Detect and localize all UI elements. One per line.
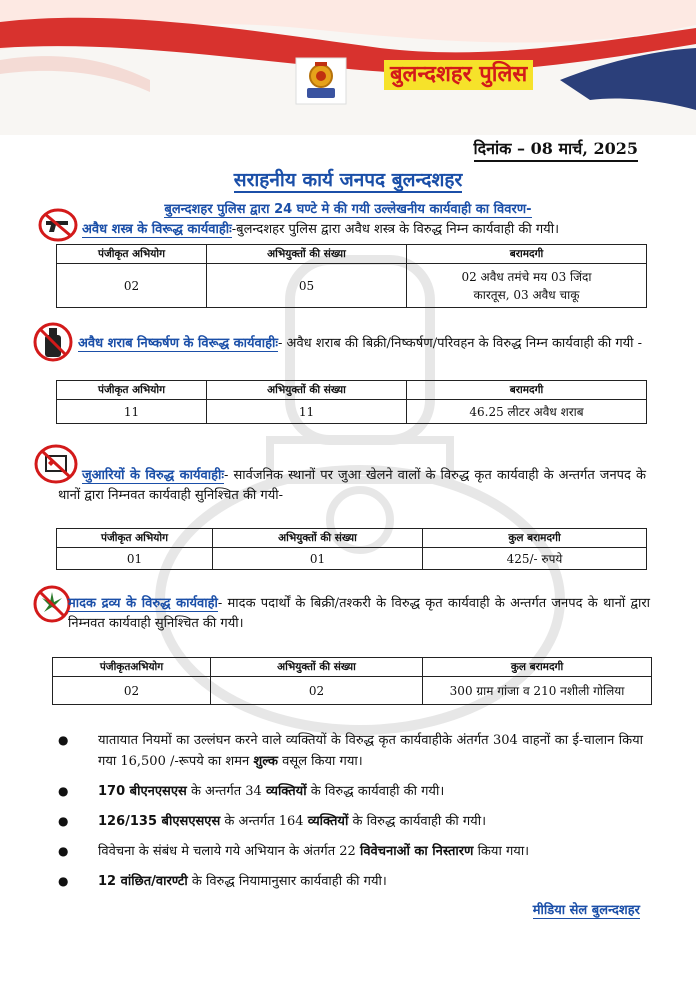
table-cell: 300 ग्राम गांजा व 210 नशीली गोलिया [423, 677, 652, 705]
section-liquor-heading: अवैध शराब निष्कर्षण के विरूद्ध कार्यवाहीः [78, 336, 278, 351]
page-subtitle: बुलन्दशहर पुलिस द्वारा 24 घण्टे मे की गयी उल्लेखनीय कार्यवाही का विवरण- [164, 202, 532, 217]
list-item: ● 12 वांछित/वारण्टी के विरुद्ध नियामानुसार कार्यवाही की गयी। [58, 871, 643, 892]
arms-table [56, 244, 647, 308]
section-arms-desc: -बुलन्दशहर पुलिस द्वारा अवैध शस्त्र के विरुद्ध निम्न कार्यवाही की गयी। [231, 222, 559, 237]
brand-title: बुलन्दशहर पुलिस [384, 60, 533, 90]
gambling-table [56, 528, 647, 570]
table-header: अभियुक्तों की संख्या [211, 658, 423, 677]
table-cell: 01 [213, 548, 423, 570]
section-liquor-text [78, 334, 650, 354]
table-header: कुल बरामदगी [423, 658, 652, 677]
list-item: ● यातायात नियमों का उल्लंघन करने वाले व्यक्तियों के विरुद्ध कृत कार्यवाहीके अंतर्गत 304 वाहनों का ई-चालान किया गया 16,500 /-रूपये का शमन शुल्क वसूल किया गया। [58, 730, 643, 772]
action-bullet-list [58, 730, 643, 901]
section-gambling-desc: - सार्वजनिक स्थानों पर जुआ खेलने वालों के विरुद्ध कृत कार्यवाही के अन्तर्गत जनपद के थानों द्वारा निम्नवत कार्यवाही सुनिश्चित की गयी- [58, 468, 646, 503]
page-title: सराहनीय कार्य जनपद बुलन्दशहर [233, 169, 463, 191]
section-drugs-heading: मादक द्रव्य के विरुद्ध कार्यवाही [68, 596, 218, 611]
list-item: ● 170 बीएनएसएस के अन्तर्गत 34 व्यक्तियों के विरुद्ध कार्यवाही की गयी। [58, 781, 643, 802]
section-arms-heading: अवैध शस्त्र के विरूद्ध कार्यवाहीः [82, 222, 232, 237]
table-cell: 46.25 लीटर अवैध शराब [407, 400, 647, 424]
table-row [57, 400, 647, 424]
table-row [57, 264, 647, 308]
section-liquor-desc: - अवैध शराब की बिक्री/निष्कर्षण/परिवहन के विरुद्ध निम्न कार्यवाही की गयी - [278, 336, 643, 351]
table-header: बरामदगी [407, 245, 647, 264]
table-cell: 05 [207, 264, 407, 308]
section-gambling-text [58, 466, 646, 506]
no-gun-icon [38, 208, 78, 242]
table-header: अभियुक्तों की संख्या [207, 381, 407, 400]
table-cell: 02 [53, 677, 211, 705]
table-cell: 02 [211, 677, 423, 705]
table-cell: 425/- रुपये [423, 548, 647, 570]
table-row [57, 548, 647, 570]
table-header: पंजीकृतअभियोग [53, 658, 211, 677]
table-row [53, 677, 652, 705]
table-header: कुल बरामदगी [423, 529, 647, 548]
section-drugs-text [68, 594, 650, 634]
table-cell: 01 [57, 548, 213, 570]
table-header: अभियुक्तों की संख्या [213, 529, 423, 548]
section-arms-text [82, 220, 652, 240]
table-cell: 11 [57, 400, 207, 424]
report-date: दिनांक – 08 मार्च, 2025 [474, 138, 638, 162]
table-cell: 11 [207, 400, 407, 424]
table-header: बरामदगी [407, 381, 647, 400]
table-header: पंजीकृत अभियोग [57, 529, 213, 548]
section-gambling-heading: जुआरियों के विरुद्ध कार्यवाहीः [82, 468, 224, 483]
table-header: अभियुक्तों की संख्या [207, 245, 407, 264]
no-drugs-icon [32, 584, 72, 624]
table-header: पंजीकृत अभियोग [57, 381, 207, 400]
list-item: ● 126/135 बीएसएसएस के अन्तर्गत 164 व्यक्तियों के विरुद्ध कार्यवाही की गयी। [58, 811, 643, 832]
table-cell: 02 अवैध तमंचे मय 03 जिंदा कारतूस, 03 अवैध चाकू [407, 264, 647, 308]
table-header: पंजीकृत अभियोग [57, 245, 207, 264]
no-alcohol-icon [32, 322, 74, 362]
footer-signature: मीडिया सेल बुलन्दशहर [533, 900, 640, 919]
liquor-table [56, 380, 647, 424]
drugs-table [52, 657, 652, 705]
section-drugs-desc: - मादक पदार्थों के बिक्री/तश्करी के विरुद्ध कृत कार्यवाही के अन्तर्गत जनपद के थानों द्वारा निम्नवत कार्यवाही सुनिश्चित की गयी। [68, 596, 650, 631]
up-police-emblem-icon [294, 56, 348, 106]
header-band [0, 0, 696, 135]
table-cell: 02 [57, 264, 207, 308]
list-item: ● विवेचना के संबंध मे चलाये गये अभियान के अंतर्गत 22 विवेचनाओं का निस्तारण किया गया। [58, 841, 643, 862]
